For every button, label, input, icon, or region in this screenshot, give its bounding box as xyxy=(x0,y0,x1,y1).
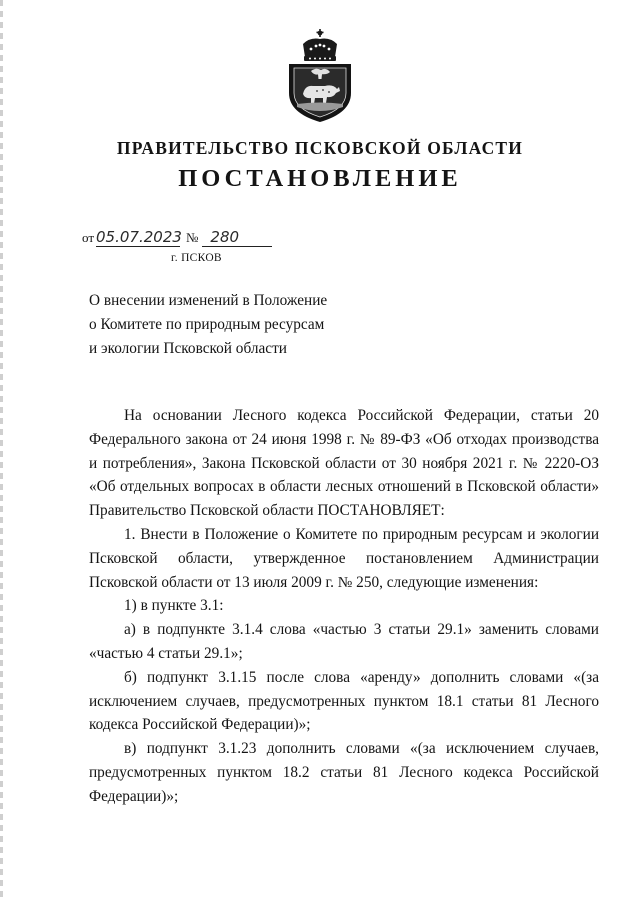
paragraph-basis: На основании Лесного кодекса Российской Федерации, статьи 20 Федерального закона от 24 июня 1998 г. № 89-ФЗ «Об отходах производства и потребления», Закона Псковской области от 30 ноября 2021 г. № 2220-ОЗ «Об отдельных вопросах в области лесных отношений в Псковской области» Правительство Псковской области ПОСТАНОВЛЯЕТ: xyxy=(89,407,599,520)
document-subject xyxy=(89,289,369,361)
paragraph-subitem-a: а) в подпункте 3.1.4 слова «частью 3 статьи 29.1» заменить словами «частью 4 статьи 29.1»; xyxy=(89,621,599,662)
subject-line: О внесении изменений в Положение xyxy=(89,292,328,309)
handwritten-date: 05.07.2023 xyxy=(96,228,182,246)
pskov-coat-of-arms-icon xyxy=(283,27,357,123)
subject-line: и экологии Псковской области xyxy=(89,340,287,357)
paragraph-item-1: 1. Внести в Положение о Комитете по природным ресурсам и экологии Псковской области, утвержденное постановлением Администрации Псковской области от 13 июля 2009 г. № 250, следующие изменения: xyxy=(89,525,599,591)
paragraph-subitem-v: в) подпункт 3.1.23 дополнить словами «(за исключением случаев, предусмотренных пунктом 18.2 статьи 81 Лесного кодекса Российской Федерации)»; xyxy=(89,740,599,805)
number-prefix: № xyxy=(186,230,199,245)
date-number-line xyxy=(82,229,272,251)
document-body xyxy=(89,404,599,809)
handwritten-number: 280 xyxy=(202,229,272,247)
subject-line: о Комитете по природным ресурсам xyxy=(89,316,325,333)
document-type-title: ПОСТАНОВЛЕНИЕ xyxy=(178,165,462,192)
city-label: г. ПСКОВ xyxy=(171,252,222,264)
date-prefix: от xyxy=(82,230,95,245)
paragraph-subitem-b: б) подпункт 3.1.15 после слова «аренду» дополнить словами «(за исключением случаев, предусмотренных пунктом 18.1 статьи 81 Лесного кодекса Российской Федерации)»; xyxy=(89,668,599,734)
government-title: ПРАВИТЕЛЬСТВО ПСКОВСКОЙ ОБЛАСТИ xyxy=(116,138,524,158)
scan-edge xyxy=(0,0,3,899)
paragraph-subitem-1: 1) в пункте 3.1: xyxy=(124,597,224,615)
